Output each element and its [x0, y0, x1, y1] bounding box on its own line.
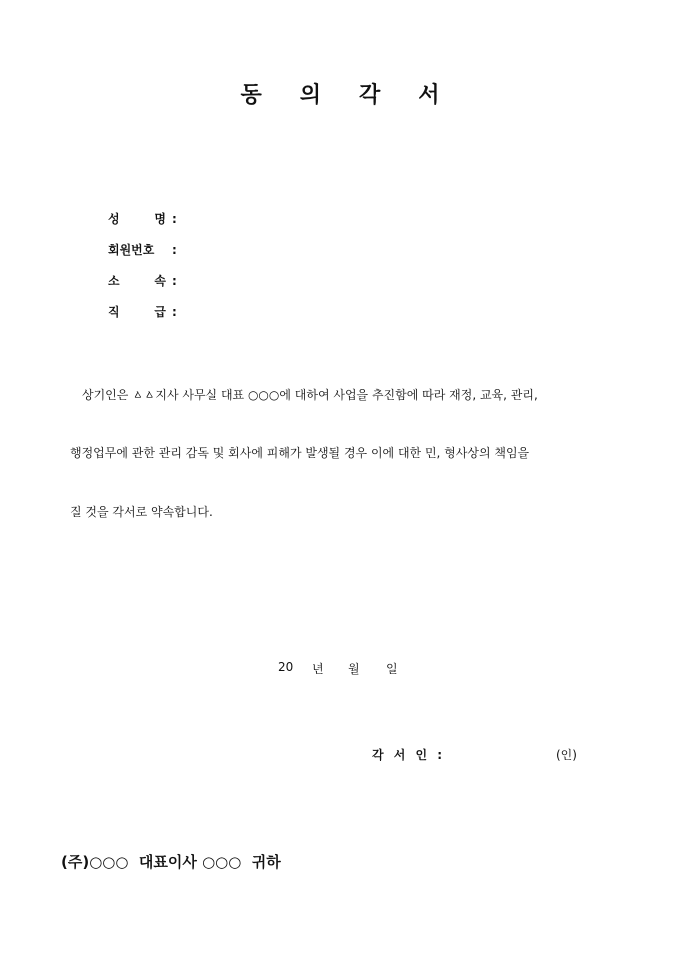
field-member-number	[108, 234, 177, 265]
date-month-unit: 월	[348, 662, 360, 676]
field-rank-label: 직 급	[108, 305, 166, 319]
field-name-colon: :	[172, 211, 177, 226]
field-member-number-colon: :	[172, 242, 177, 257]
document-title: 동의각서	[240, 83, 478, 108]
field-affiliation	[108, 265, 177, 296]
recipient-line: (주)○○○ 대표이사 ○○○ 귀하	[61, 853, 281, 871]
date-day-unit: 일	[386, 662, 398, 676]
field-name-label: 성 명	[108, 212, 166, 226]
field-rank	[108, 296, 177, 327]
info-fields	[108, 203, 177, 327]
date-year-unit: 년	[312, 662, 324, 676]
date-line	[278, 660, 398, 677]
date-year-prefix: 20	[278, 660, 294, 674]
signer-label: 각 서 인 :	[372, 748, 446, 762]
body-line-1: 상기인은 ㅿㅿ지사 사무실 대표 ○○○에 대하여 사업을 추진함에 따라 재정, 교육, 관리,	[82, 388, 538, 402]
field-name	[108, 203, 177, 234]
field-rank-colon: :	[172, 304, 177, 319]
field-member-number-label: 회원번호	[108, 243, 155, 257]
field-affiliation-label: 소 속	[108, 274, 166, 288]
body-line-2: 행정업무에 관한 관리 감독 및 회사에 피해가 발생될 경우 이에 대한 민, 형사상의 책임을	[70, 446, 530, 460]
seal-mark: (인)	[556, 748, 577, 762]
body-line-3: 질 것을 각서로 약속합니다.	[70, 505, 213, 519]
field-affiliation-colon: :	[172, 273, 177, 288]
